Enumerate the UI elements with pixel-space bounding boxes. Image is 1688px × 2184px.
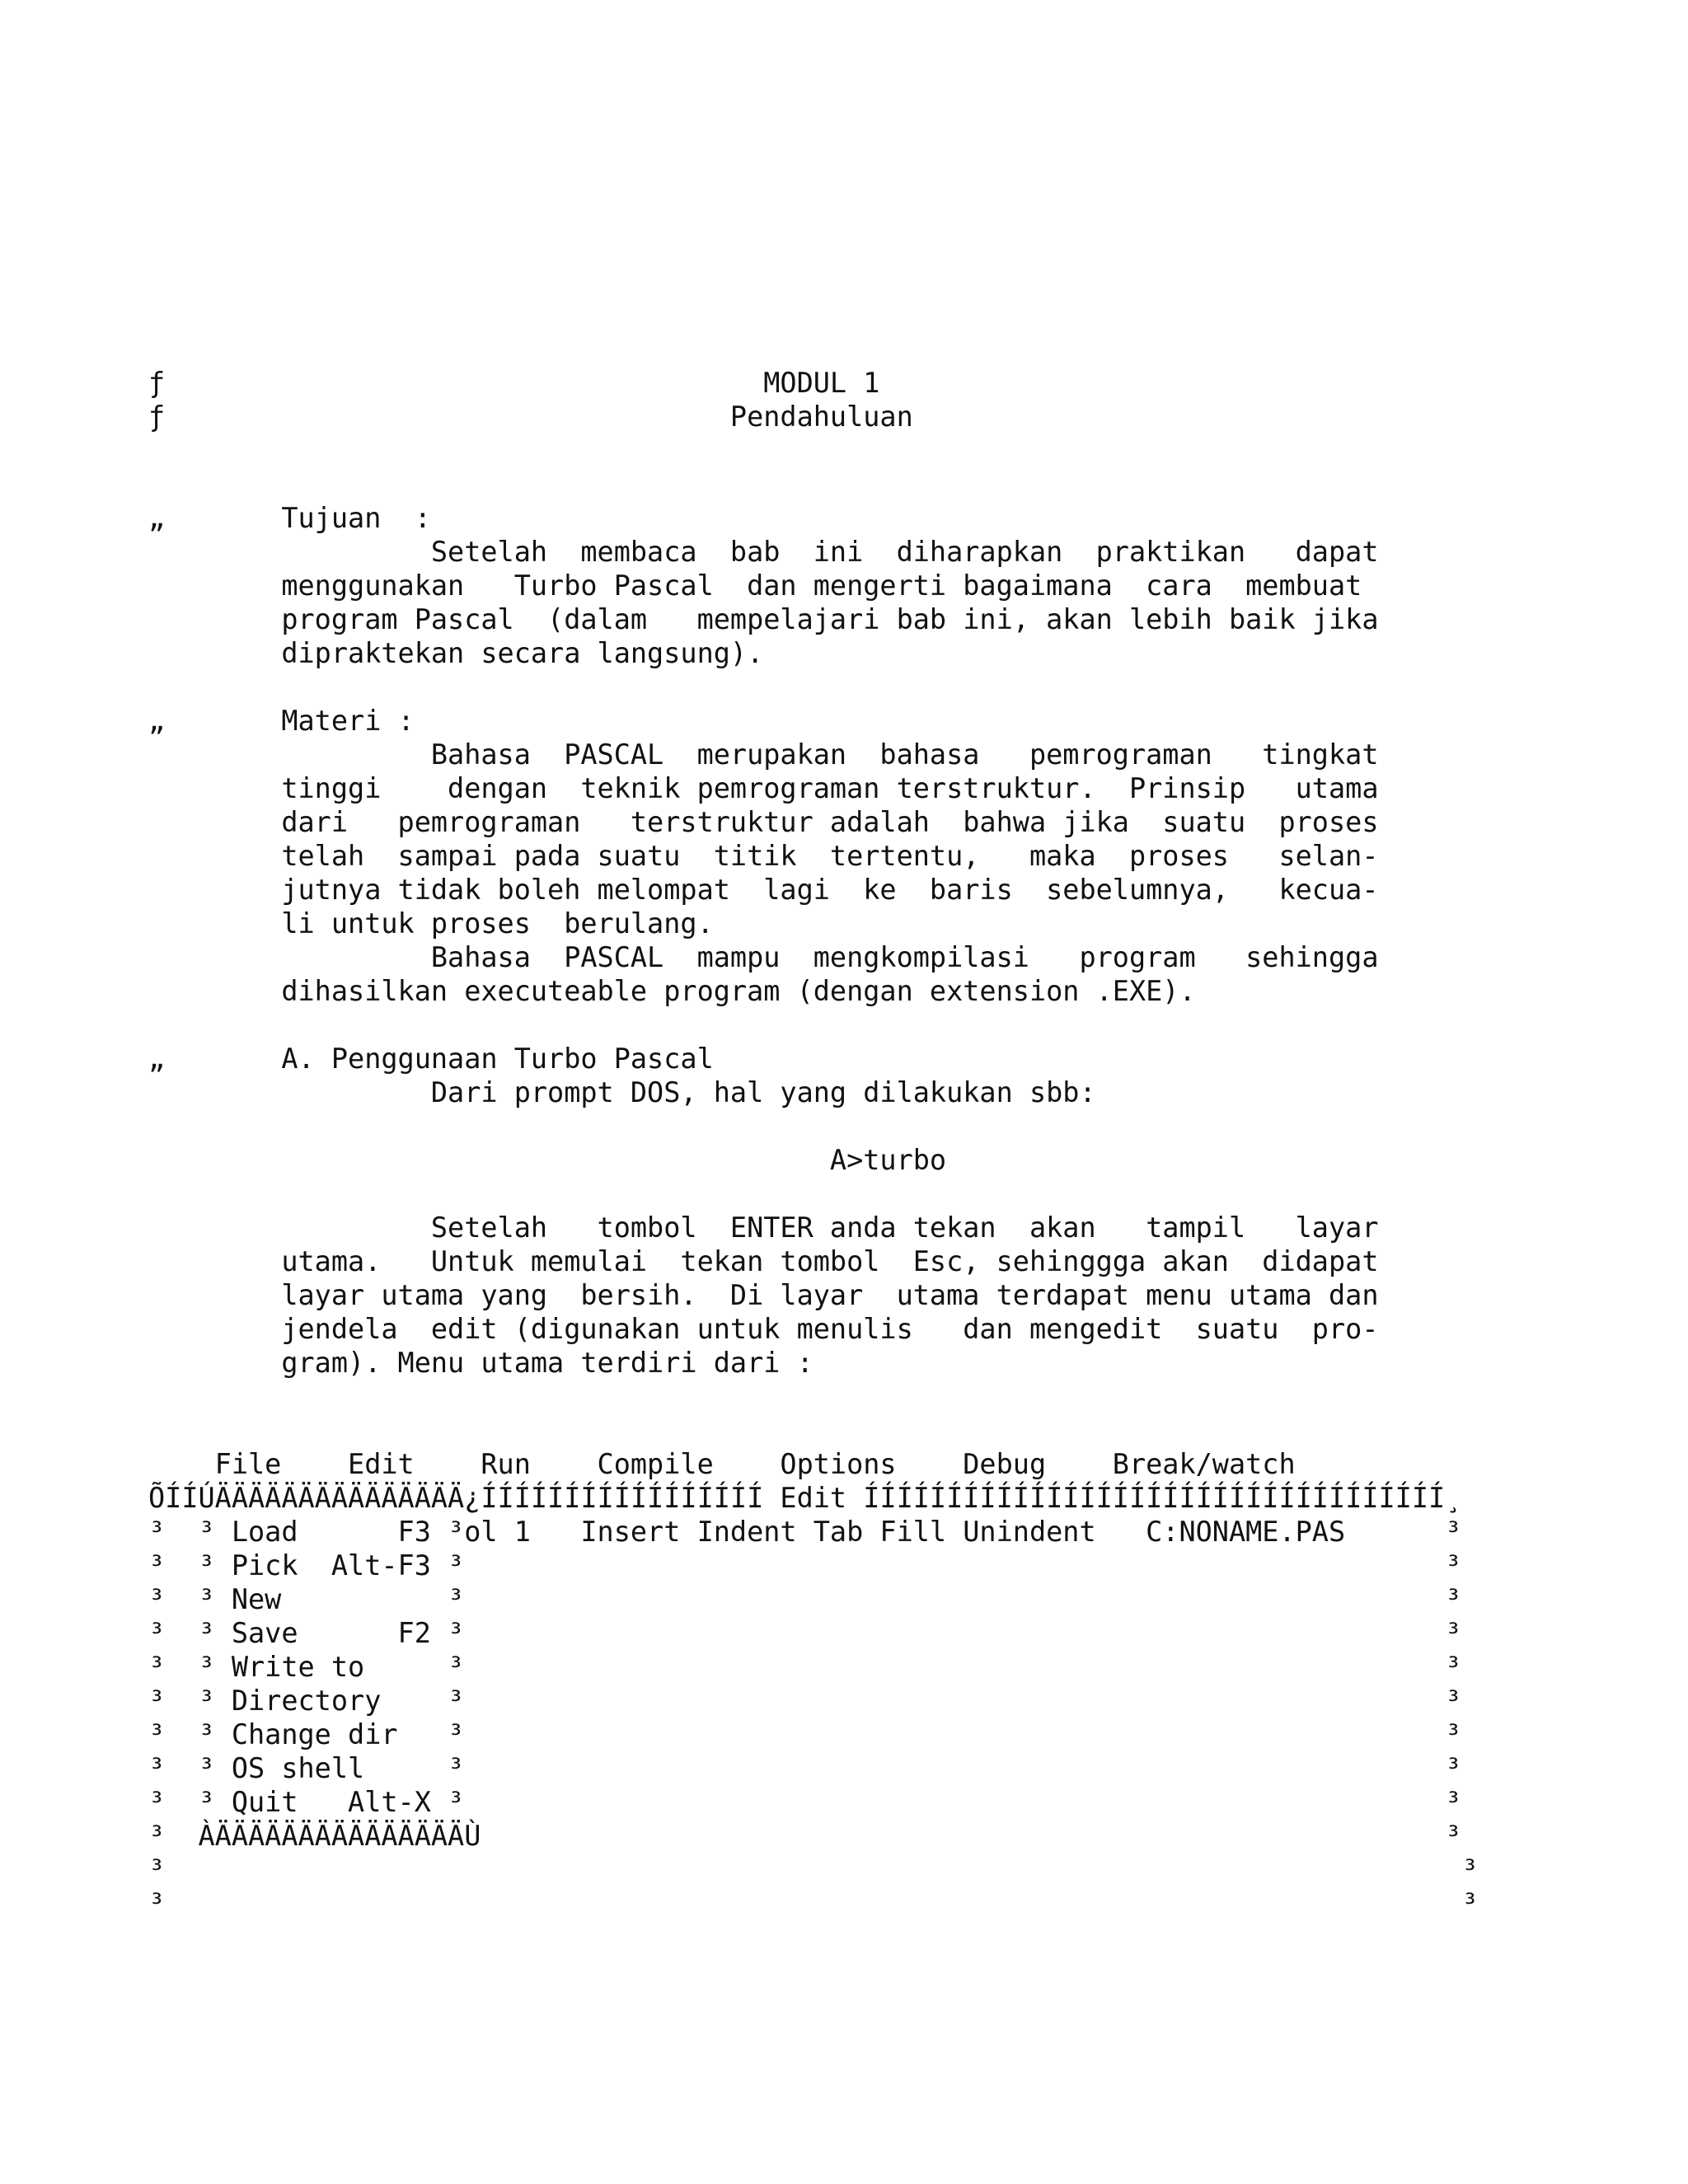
- materi-text-line: Bahasa PASCAL mampu mengkompilasi program sehingga: [148, 941, 1379, 973]
- tujuan-text-line: menggunakan Turbo Pascal dan mengerti bagaimana cara membuat: [148, 569, 1362, 602]
- tujuan-text-line: dipraktekan secara langsung).: [148, 637, 764, 669]
- turbo-screen-line: ³ ³ Quit Alt-X ³ ³: [148, 1786, 1462, 1818]
- modul-title-line: ƒ MODUL 1: [148, 367, 880, 399]
- materi-text-line: jutnya tidak boleh melompat lagi ke baris sebelumnya, kecua-: [148, 874, 1379, 906]
- turbo-screen-line: ³ ³ Load F3 ³ol 1 Insert Indent Tab Fill Unindent C:NONAME.PAS ³: [148, 1516, 1462, 1548]
- turbo-menu-bar-line: File Edit Run Compile Options Debug Break/watch: [148, 1448, 1296, 1480]
- section-a-text-line: jendela edit (digunakan untuk menulis dan mengedit suatu pro-: [148, 1313, 1379, 1345]
- materi-heading: „ Materi :: [148, 705, 415, 737]
- materi-text-line: dihasilkan executeable program (dengan extension .EXE).: [148, 975, 1196, 1007]
- chapter-title-line: ƒ Pendahuluan: [148, 401, 913, 433]
- section-a-text-line: gram). Menu utama terdiri dari :: [148, 1347, 814, 1379]
- section-a-heading: „ A. Penggunaan Turbo Pascal: [148, 1043, 714, 1075]
- turbo-screen-line: ³ ³ Save F2 ³ ³: [148, 1617, 1462, 1649]
- section-a-text-line: utama. Untuk memulai tekan tombol Esc, sehinggga akan didapat: [148, 1245, 1379, 1277]
- materi-text-line: dari pemrograman terstruktur adalah bahwa jika suatu proses: [148, 806, 1379, 838]
- materi-text-line: tinggi dengan teknik pemrograman terstruktur. Prinsip utama: [148, 772, 1379, 804]
- turbo-screen-line: ÕÍÍÚÄÄÄÄÄÄÄÄÄÄÄÄÄÄÄ¿ÍÍÍÍÍÍÍÍÍÍÍÍÍÍÍÍÍ Edit ÍÍÍÍÍÍÍÍÍÍÍÍÍÍÍÍÍÍÍÍÍÍÍÍÍÍÍÍÍÍÍÍÍÍÍ¸: [148, 1482, 1462, 1514]
- command-prompt-line: A>turbo: [148, 1144, 947, 1176]
- turbo-screen-line: ³ ³ New ³ ³: [148, 1583, 1462, 1615]
- turbo-screen-line: ³ ³: [148, 1887, 1479, 1919]
- turbo-screen-line: ³ ³: [148, 1854, 1479, 1886]
- section-a-text-line: Dari prompt DOS, hal yang dilakukan sbb:: [148, 1076, 1096, 1108]
- materi-text-line: telah sampai pada suatu titik tertentu, maka proses selan-: [148, 840, 1379, 872]
- materi-text-line: li untuk proses berulang.: [148, 907, 714, 940]
- turbo-screen-line: ³ ³ Pick Alt-F3 ³ ³: [148, 1549, 1462, 1582]
- turbo-screen-line: ³ ³ OS shell ³ ³: [148, 1752, 1462, 1784]
- materi-text-line: Bahasa PASCAL merupakan bahasa pemrograman tingkat: [148, 738, 1379, 771]
- tujuan-text-line: Setelah membaca bab ini diharapkan praktikan dapat: [148, 536, 1379, 568]
- tujuan-text-line: program Pascal (dalam mempelajari bab ini, akan lebih baik jika: [148, 603, 1379, 635]
- section-a-text-line: Setelah tombol ENTER anda tekan akan tampil layar: [148, 1212, 1379, 1244]
- section-a-text-line: layar utama yang bersih. Di layar utama terdapat menu utama dan: [148, 1279, 1379, 1311]
- turbo-screen-line: ³ ³ Directory ³ ³: [148, 1685, 1462, 1717]
- turbo-screen-line: ³ ÀÄÄÄÄÄÄÄÄÄÄÄÄÄÄÄÙ ³: [148, 1820, 1462, 1852]
- turbo-screen-line: ³ ³ Change dir ³ ³: [148, 1718, 1462, 1750]
- turbo-screen-line: ³ ³ Write to ³ ³: [148, 1651, 1462, 1683]
- tujuan-heading: „ Tujuan :: [148, 502, 431, 534]
